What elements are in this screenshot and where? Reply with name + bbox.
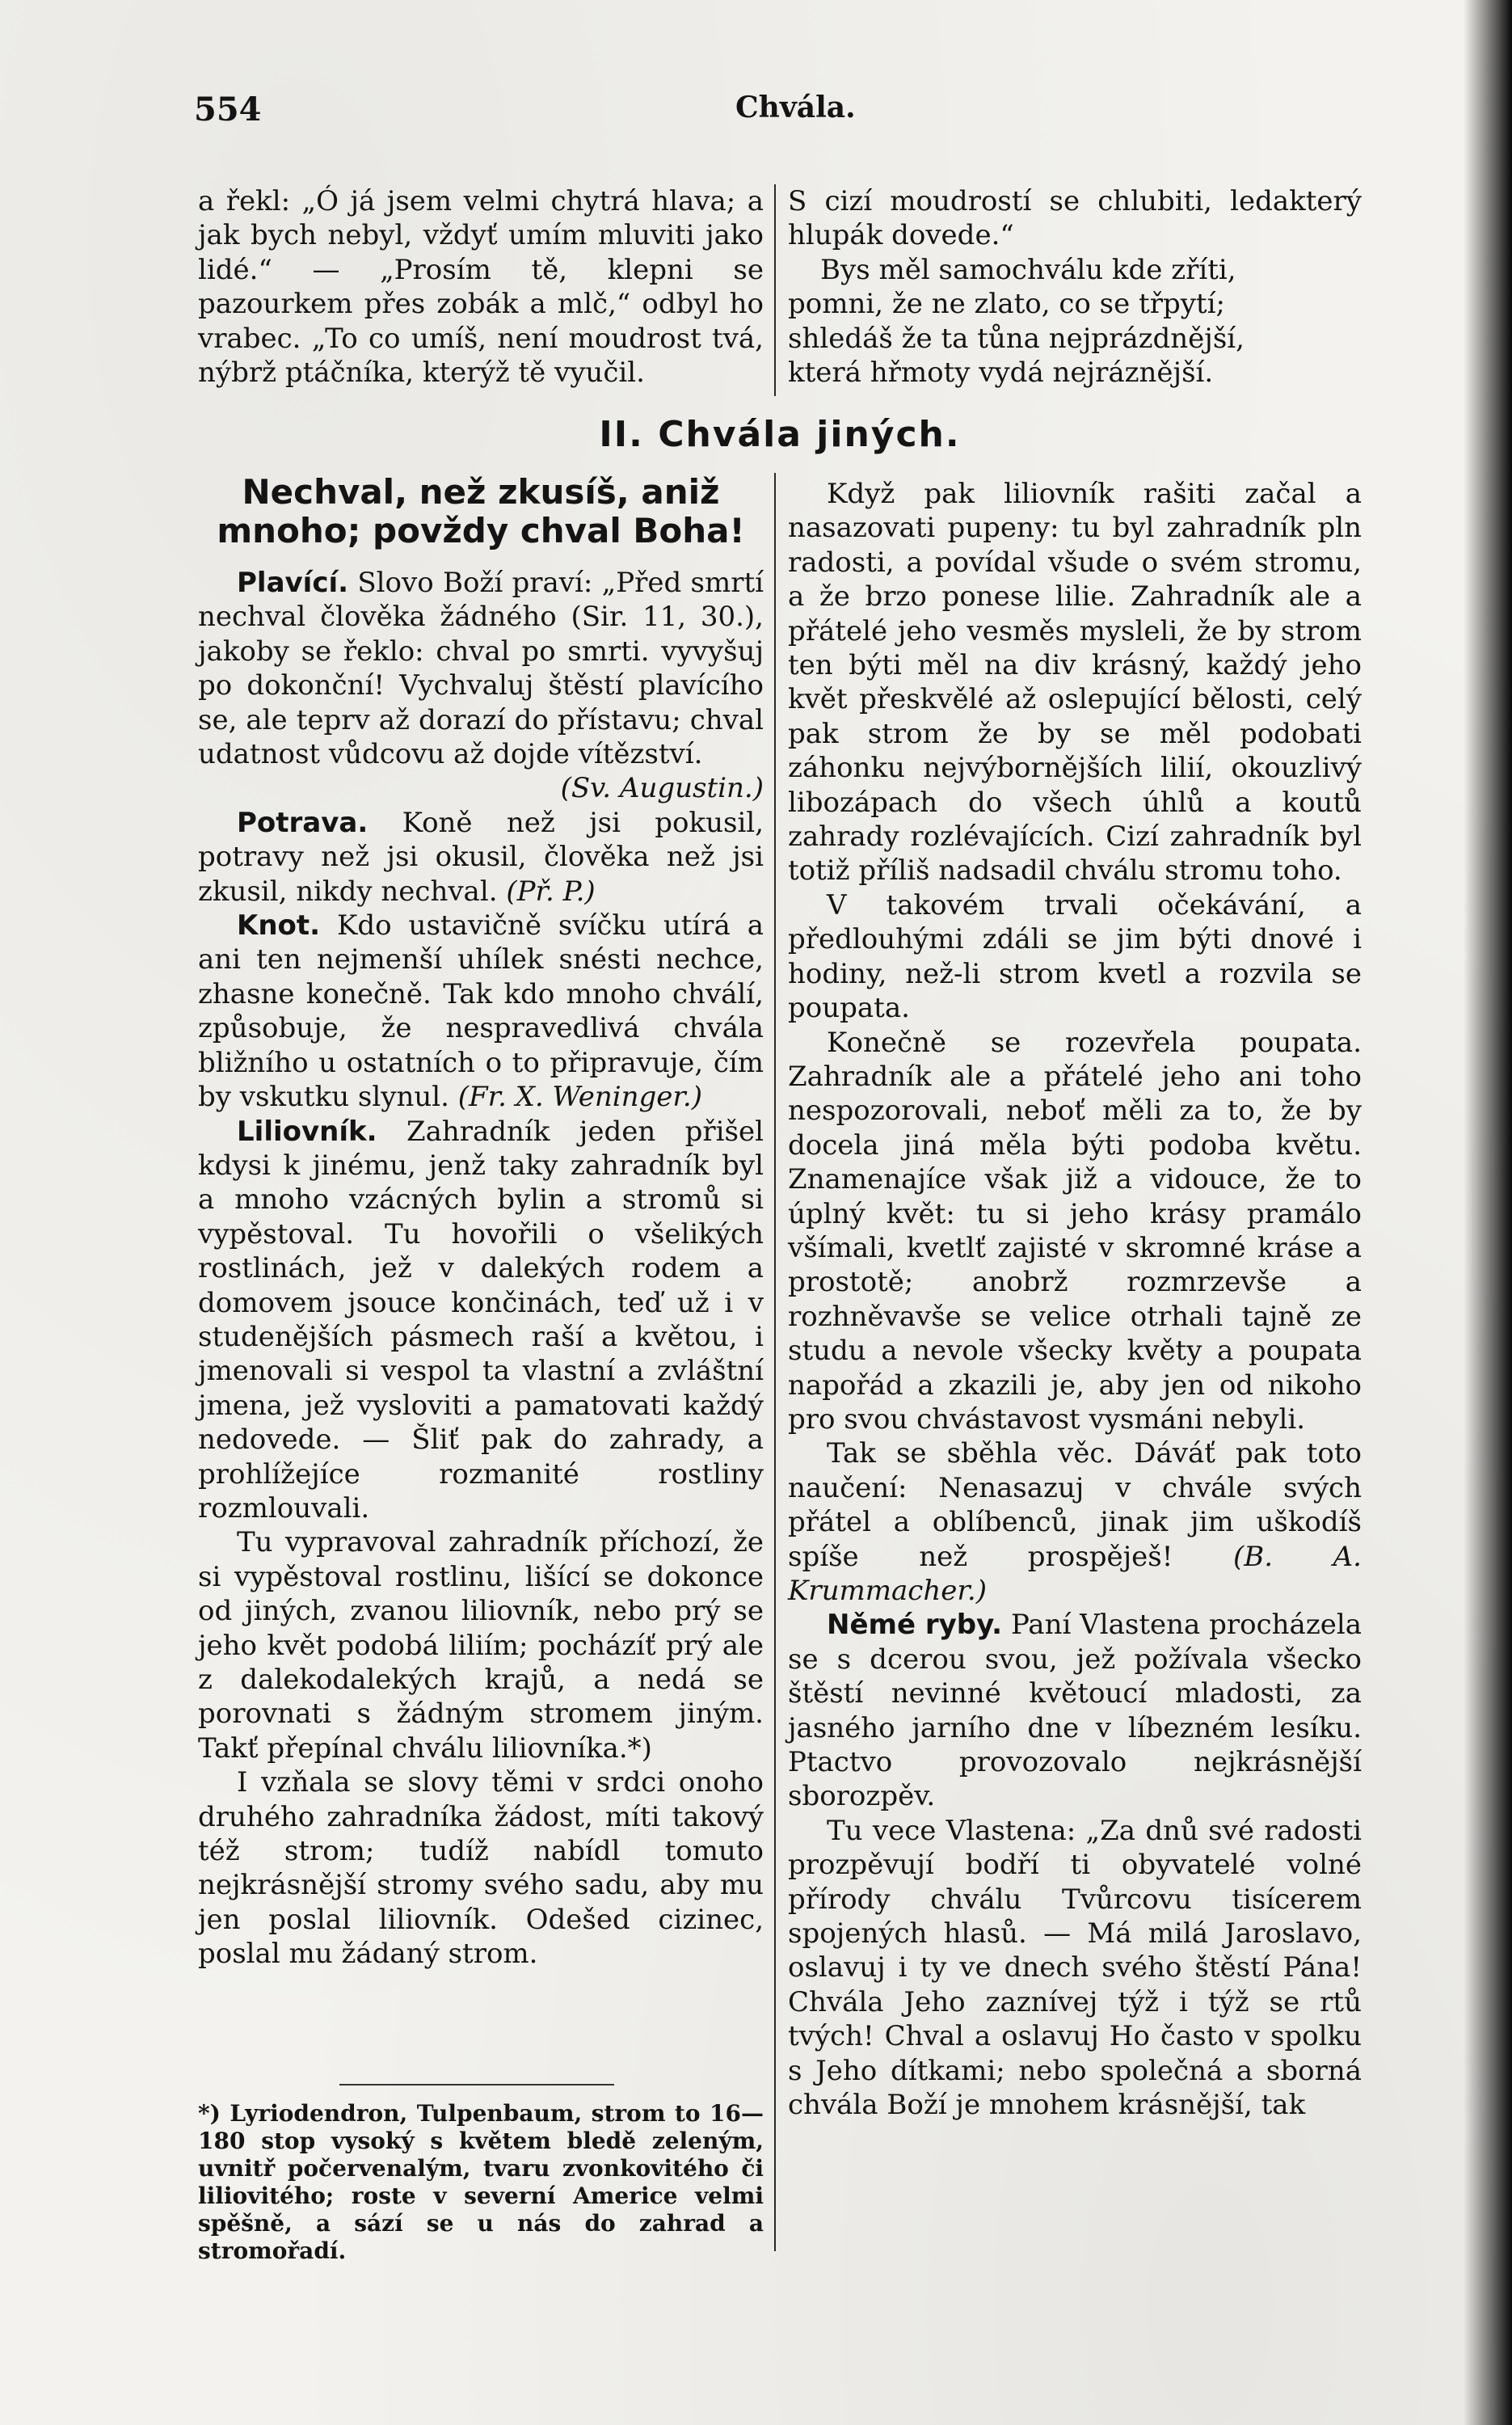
entry-lead: Plavící.: [237, 567, 349, 599]
entry-text: Paní Vlastena procházela se s dcerou svou, jež požívala všecko štěstí nevinné květoucí mladosti, za jasného jarního dne v líbezném lesíku. Ptactvo provozovalo nejkrásnější sborozpěv.: [788, 1609, 1362, 1813]
column-rule-top: [774, 184, 776, 396]
entry-potrava: [198, 806, 764, 909]
subsection-heading: Nechval, než zkusíš, aniž mnoho; povždy chval Boha!: [217, 472, 745, 550]
entry-neme-ryby: [788, 1608, 1362, 1813]
entry-lead: Liliovník.: [237, 1115, 377, 1148]
entry-lead: Potrava.: [237, 806, 369, 839]
entry-text: Kdo ustavičně svíčku utírá a ani ten nejmenší uhílek snésti nechce, zhasne konečně. Tak kdo mnoho chválí, způsobuje, že nespravedlivá chvála bližního u ostatních o to připravuje, čím by vskutku slynul.: [198, 909, 764, 1114]
left-column-top: [198, 184, 764, 390]
entry-source: (Př. P.): [506, 875, 596, 908]
entry-text: Koně než jsi pokusil, potravy než jsi okusil, člověka než jsi zkusil, nikdy nechval.: [198, 806, 764, 908]
paragraph: Konečně se rozevřela poupata. Zahradník ale a přátelé jeho ani toho nespozorovali, neboť měli za to, že by docela jiná měla býti podoba květu. Znamenajíce však již a vidouce, že to úplný květ: tu si jeho krásy pramálo všímali, kvetlť zajisté v skromné kráse a prostotě; anobrž rozmrzevše a rozhněvavše se velice otrhali tajně ze studu a nevole všecky květy a poupata napořád a zkazili je, aby jen od nikoho pro svou chvástavost vysmáni nebyli.: [788, 1026, 1362, 1436]
entry-text: Zahradník jeden přišel kdysi k jinému, jenž taky zahradník byl a mnoho vzácných bylin a stromů si vypěstoval. Tu hovořili o všelikých rostlinách, jež v dalekých rodem a domovem jsouce končinách, teď už i v studenějších pásmech raší a květou, i jmenovali si vespol ta vlastní a zvláštní jmena, jež vysloviti a pamatovati každý nedovede. — Šliť pak do zahrady, a prohlížejíce rozmanité rostliny rozmlouvali.: [198, 1115, 764, 1525]
poem-line: pomni, že ne zlato, co se třpytí;: [788, 288, 1225, 321]
page-gutter-shadow: [1464, 0, 1512, 2425]
paragraph: Když pak liliovník rašiti začal a nasazovati pupeny: tu byl zahradník pln radosti, a povídal všude o svém stromu, a že brzo ponese lilie. Zahradník ale a přátelé jeho vesměs mysleli, že by strom ten býti měl na div krásný, každý jeho květ přeskvělé až oslepující bělosti, celý pak strom že by se měl podobati záhonku nejvýbornějších lilií, okouzlivý libozápach do všech úhlů a koutů zahrady rozlévajících. Cizí zahradník byl totiž příliš nadsadil chválu stromu toho.: [788, 478, 1362, 888]
footnote-rule: [339, 2084, 614, 2086]
poem-line: shledáš že ta tůna nejprázdnější,: [788, 322, 1245, 355]
paragraph: Tu vece Vlastena: „Za dnů své radosti prozpěvují bodří ti obyvatelé volné přírody chválu Tvůrcovu tisícerem spojených hlasů. — Má milá Jaroslavo, oslavuj i ty ve dnech svého štěstí Pána! Chvála Jeho zaznívej týž i týž se rtů tvých! Chval a oslavuj Ho často v spolku s Jeho dítkami; nebo společná a sborná chvála Boží je mnohem krásnější, tak: [788, 1814, 1362, 2122]
right-column: [788, 477, 1362, 2123]
entry-plavici: [198, 566, 764, 771]
running-head: [194, 91, 1350, 131]
entry-source: (Fr. X. Weninger.): [457, 1081, 702, 1114]
entry-lead: Knot.: [237, 909, 321, 943]
column-rule-main: [774, 473, 776, 2251]
entry-knot: [198, 909, 764, 1114]
right-column-top: [788, 184, 1362, 390]
poem-line: Bys měl samochválu kde zříti,: [820, 253, 1236, 286]
poem-line: která hřmoty vydá nejráznější.: [788, 356, 1214, 390]
paragraph-text: Tak se sběhla věc. Dáváť pak toto naučení: Nenasazuj v chvále svých přátel a oblíbenců, jinak jim uškodíš spíše než prospěješ!: [788, 1437, 1362, 1573]
entry-lead: Němé ryby.: [827, 1609, 1003, 1642]
page-number: 554: [194, 91, 262, 129]
continued-text: a řekl: „Ó já jsem velmi chytrá hlava; a jak bych nebyl, vždyť umím mluviti jako lidé.“ — „Prosím tě, klepni se pazourkem přes zobák a mlč,“ odbyl ho vrabec. „To co umíš, není moudrost tvá, nýbrž ptáčníka, kterýž tě vyučil.: [198, 185, 764, 390]
entry-source: (B. A. Krummacher.): [788, 1540, 1362, 1607]
paragraph: V takovém trvali očekávání, a předlouhými zdáli se jim býti dnové i hodiny, než-li strom kvetl a rozvila se poupata.: [788, 888, 1362, 1025]
paragraph: [788, 1436, 1362, 1608]
paragraph: I vzňala se slovy těmi v srdci onoho druhého zahradníka žádost, míti takový též strom; tudíž nabídl tomuto nejkrásnější stromy svého sadu, aby mu jen poslal liliovník. Odešed cizinec, poslal mu žádaný strom.: [198, 1766, 764, 1971]
continued-text-right: S cizí moudrostí se chlubiti, ledakterý hlupák dovede.“: [788, 185, 1362, 252]
paragraph: Tu vypravoval zahradník příchozí, že si vypěstoval rostlinu, lišící se dokonce od jiných, zvanou liliovník, nebo prý se jeho květ podobá liliím; pocházíť prý ale z dalekodalekých krajů, a nedá se porovnati s žádným stromem jiným. Takť přepínal chválu liliovníka.*): [198, 1526, 764, 1765]
poem: [788, 253, 1362, 390]
entry-text: Slovo Boží praví: „Před smrtí nechval člověka žádného (Sir. 11, 30.), jakoby se řeklo: chval po smrti. vyvyšuj po dokonční! Vychvaluj štěstí plavícího se, ale teprv až dorazí do přístavu; chval udatnost vůdcovu až dojde vítězství.: [198, 567, 764, 771]
section-title: II. Chvála jiných.: [599, 414, 961, 455]
entry-source: (Sv. Augustin.): [560, 772, 764, 805]
footnote: *) Lyriodendron, Tulpenbaum, strom to 16—180 stop vysoký s květem bledě zeleným, uvnitř počervenalým, tvaru zvonkovitého či liliovitého; roste v severní Americe velmi spěšně, a sází se u nás do zahrad a stromořadí.: [198, 2100, 764, 2264]
entry-liliovnik: [198, 1115, 764, 1526]
running-head-title: Chvála.: [735, 91, 856, 124]
left-column: [198, 566, 764, 1972]
